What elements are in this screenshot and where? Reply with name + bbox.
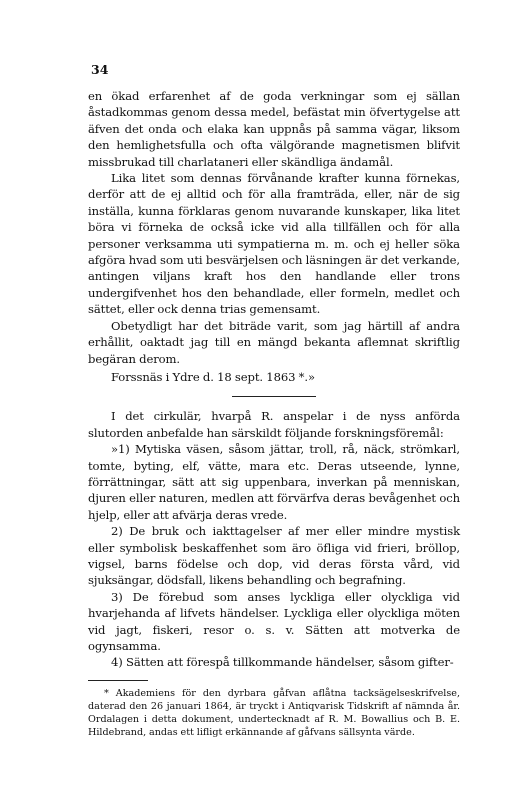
body-text xyxy=(88,88,460,671)
list-item: »1) Mytiska väsen, såsom jättar, troll, rå, näck, strömkarl, tomte, byting, elf, vätte, mara etc. Deras utseende, lynne, förrättningar, sätt att sig uppenbara, inverkan på menniskan, djuren eller naturen, medlen att förvärfva deras bevågenhet och hjelp, eller att afvärja deras vrede. xyxy=(88,442,460,522)
section-divider xyxy=(232,396,316,397)
paragraph: en ökad erfarenhet af de goda verkningar som ej sällan åstadkommas genom dessa medel, befästat min öfvertygelse att äfven det onda och elaka kan uppnås på samma vägar, liksom den hemlighetsfulla och ofta välgörande magnetismen blifvit missbrukad till charlataneri eller skändliga ändamål. xyxy=(88,89,460,169)
paragraph: Lika litet som dennas förvånande krafter kunna förnekas, derför att de ej alltid och för alla framträda, eller, när de sig inställa, kunna förklaras genom nuvarande kunskaper, lika litet böra vi förneka de också icke vid alla tillfällen och för alla personer verksamma uti sympatierna m. m. och ej heller söka afgöra hvad som uti besvärjelsen och läsningen är det verkande, antingen viljans kraft hos den handlande eller trons undergifvenhet hos den behandlade, eller formeln, medlet och sättet, eller ock denna trias gemensamt. xyxy=(88,171,460,317)
page-number: 34 xyxy=(91,62,109,77)
paragraph: I det cirkulär, hvarpå R. anspelar i de nyss anförda slutorden anbefalde han särskildt följande forskningsföremål: xyxy=(88,409,460,440)
list-item: 4) Sätten att förespå tillkommande händelser, såsom gifter- xyxy=(111,655,454,670)
footnote-rule xyxy=(88,680,148,681)
paragraph: Obetydligt har det biträde varit, som jag härtill af andra erhållit, oaktadt jag till en mängd bekanta aflemnat skriftlig begäran derom. xyxy=(88,318,460,366)
list-item: 3) De förebud som anses lyckliga eller olyckliga vid hvarjehanda af lifvets händelser. Lyckliga eller olyckliga möten vid jagt, fiskeri, resor o. s. v. Sätten att motverka de ogynsamma. xyxy=(88,589,460,653)
list-item: 2) De bruk och iakttagelser af mer eller mindre mystisk eller symbolisk beskaffenhet som äro öfliga vid frieri, bröllop, vigsel, barns födelse och dop, vid deras första vård, vid sjuksängar, dödsfall, likens behandling och begrafning. xyxy=(88,524,460,588)
document-page xyxy=(88,62,460,739)
signature-line: Forssnäs i Ydre d. 18 sept. 1863 *.» xyxy=(111,369,315,384)
footnote: * Akademiens för den dyrbara gåfvan aflåtna tacksägelseskrifvelse, daterad den 26 januari 1864, är tryckt i Antiqvarisk Tidskrift af nämnda år. Ordalagen i detta dokument, undertecknadt af R. M. Bowallius och B. E. Hildebrand, andas ett lifligt erkännande af gåfvans sällsynta värde. xyxy=(88,687,460,738)
